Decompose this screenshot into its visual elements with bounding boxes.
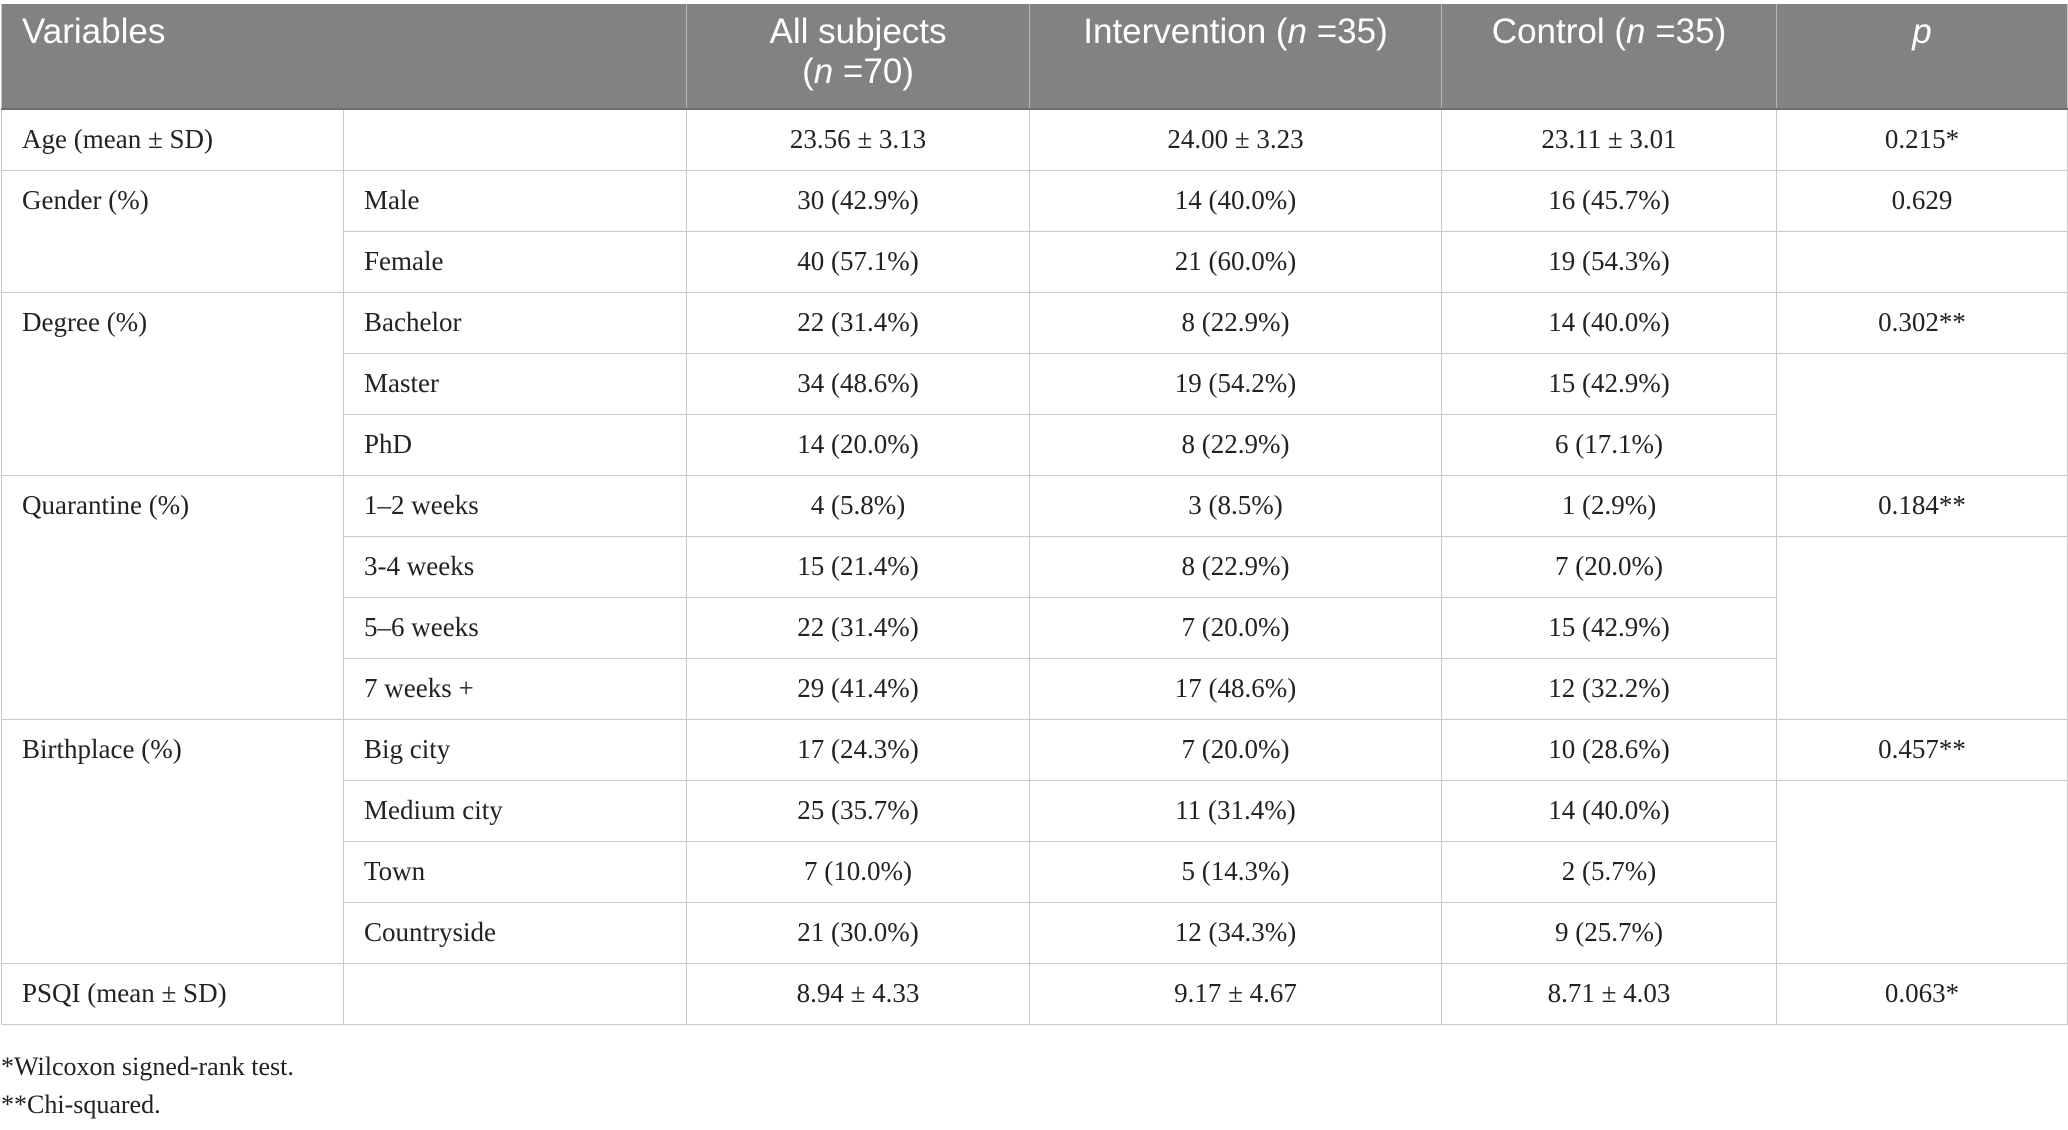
all-subjects-cell: 4 (5.8%) xyxy=(687,475,1030,536)
subcategory-cell: PhD xyxy=(344,414,687,475)
all-subjects-cell: 7 (10.0%) xyxy=(687,841,1030,902)
intervention-cell: 21 (60.0%) xyxy=(1030,231,1442,292)
intervention-cell: 19 (54.2%) xyxy=(1030,353,1442,414)
table-row xyxy=(2,963,2068,1024)
intervention-cell: 9.17 ± 4.67 xyxy=(1030,963,1442,1024)
subcategory-cell: Female xyxy=(344,231,687,292)
p-value-cell xyxy=(1777,536,2068,719)
all-subjects-cell: 21 (30.0%) xyxy=(687,902,1030,963)
subcategory-cell: Male xyxy=(344,170,687,231)
variable-cell: Degree (%) xyxy=(2,292,344,475)
intervention-cell: 7 (20.0%) xyxy=(1030,719,1442,780)
intervention-cell: 14 (40.0%) xyxy=(1030,170,1442,231)
control-cell: 10 (28.6%) xyxy=(1442,719,1777,780)
control-cell: 14 (40.0%) xyxy=(1442,780,1777,841)
intervention-cell: 12 (34.3%) xyxy=(1030,902,1442,963)
header-intervention: Intervention (n =35) xyxy=(1030,4,1442,109)
header-all-subjects: All subjects (n =70) xyxy=(687,4,1030,109)
control-cell: 12 (32.2%) xyxy=(1442,658,1777,719)
intervention-cell: 8 (22.9%) xyxy=(1030,536,1442,597)
all-subjects-cell: 30 (42.9%) xyxy=(687,170,1030,231)
p-value-cell: 0.184** xyxy=(1777,475,2068,536)
control-cell: 15 (42.9%) xyxy=(1442,597,1777,658)
subcategory-cell: Master xyxy=(344,353,687,414)
intervention-cell: 7 (20.0%) xyxy=(1030,597,1442,658)
subcategory-cell: 3-4 weeks xyxy=(344,536,687,597)
all-subjects-cell: 14 (20.0%) xyxy=(687,414,1030,475)
footnote-wilcoxon: *Wilcoxon signed-rank test. xyxy=(1,1052,294,1081)
control-cell: 8.71 ± 4.03 xyxy=(1442,963,1777,1024)
p-value-cell: 0.215* xyxy=(1777,109,2068,170)
variable-cell: Gender (%) xyxy=(2,170,344,292)
subcategory-cell: 5–6 weeks xyxy=(344,597,687,658)
all-subjects-cell: 29 (41.4%) xyxy=(687,658,1030,719)
intervention-cell: 8 (22.9%) xyxy=(1030,292,1442,353)
subcategory-cell: Town xyxy=(344,841,687,902)
all-subjects-cell: 22 (31.4%) xyxy=(687,597,1030,658)
header-control: Control (n =35) xyxy=(1442,4,1777,109)
demographics-table xyxy=(1,4,2068,1025)
control-cell: 7 (20.0%) xyxy=(1442,536,1777,597)
all-subjects-cell: 8.94 ± 4.33 xyxy=(687,963,1030,1024)
p-value-cell xyxy=(1777,780,2068,963)
all-subjects-cell: 34 (48.6%) xyxy=(687,353,1030,414)
intervention-cell: 24.00 ± 3.23 xyxy=(1030,109,1442,170)
all-subjects-cell: 25 (35.7%) xyxy=(687,780,1030,841)
control-cell: 23.11 ± 3.01 xyxy=(1442,109,1777,170)
table-row xyxy=(2,475,2068,536)
control-cell: 1 (2.9%) xyxy=(1442,475,1777,536)
control-cell: 16 (45.7%) xyxy=(1442,170,1777,231)
footnote-chi-squared: **Chi-squared. xyxy=(1,1090,161,1119)
all-subjects-cell: 40 (57.1%) xyxy=(687,231,1030,292)
subcategory-cell: Medium city xyxy=(344,780,687,841)
header-row xyxy=(2,4,2068,109)
subcategory-cell: Countryside xyxy=(344,902,687,963)
p-value-cell: 0.063* xyxy=(1777,963,2068,1024)
table-row xyxy=(2,292,2068,353)
header-variables: Variables xyxy=(2,4,687,109)
p-value-cell xyxy=(1777,231,2068,292)
intervention-cell: 17 (48.6%) xyxy=(1030,658,1442,719)
control-cell: 9 (25.7%) xyxy=(1442,902,1777,963)
intervention-cell: 11 (31.4%) xyxy=(1030,780,1442,841)
p-value-cell: 0.457** xyxy=(1777,719,2068,780)
control-cell: 2 (5.7%) xyxy=(1442,841,1777,902)
table-row xyxy=(2,170,2068,231)
all-subjects-cell: 23.56 ± 3.13 xyxy=(687,109,1030,170)
intervention-cell: 8 (22.9%) xyxy=(1030,414,1442,475)
table-row xyxy=(2,719,2068,780)
subcategory-cell: 7 weeks + xyxy=(344,658,687,719)
all-subjects-cell: 17 (24.3%) xyxy=(687,719,1030,780)
variable-cell: Birthplace (%) xyxy=(2,719,344,963)
subcategory-cell: Big city xyxy=(344,719,687,780)
table-row xyxy=(2,109,2068,170)
subcategory-cell xyxy=(344,109,687,170)
p-value-cell: 0.629 xyxy=(1777,170,2068,231)
variable-cell: Quarantine (%) xyxy=(2,475,344,719)
p-value-cell xyxy=(1777,353,2068,475)
control-cell: 6 (17.1%) xyxy=(1442,414,1777,475)
all-subjects-cell: 15 (21.4%) xyxy=(687,536,1030,597)
header-p: p xyxy=(1777,4,2068,109)
control-cell: 19 (54.3%) xyxy=(1442,231,1777,292)
subcategory-cell: 1–2 weeks xyxy=(344,475,687,536)
control-cell: 15 (42.9%) xyxy=(1442,353,1777,414)
intervention-cell: 3 (8.5%) xyxy=(1030,475,1442,536)
intervention-cell: 5 (14.3%) xyxy=(1030,841,1442,902)
control-cell: 14 (40.0%) xyxy=(1442,292,1777,353)
variable-cell: Age (mean ± SD) xyxy=(2,109,344,170)
subcategory-cell xyxy=(344,963,687,1024)
all-subjects-cell: 22 (31.4%) xyxy=(687,292,1030,353)
table-container xyxy=(1,4,2067,1025)
subcategory-cell: Bachelor xyxy=(344,292,687,353)
variable-cell: PSQI (mean ± SD) xyxy=(2,963,344,1024)
p-value-cell: 0.302** xyxy=(1777,292,2068,353)
